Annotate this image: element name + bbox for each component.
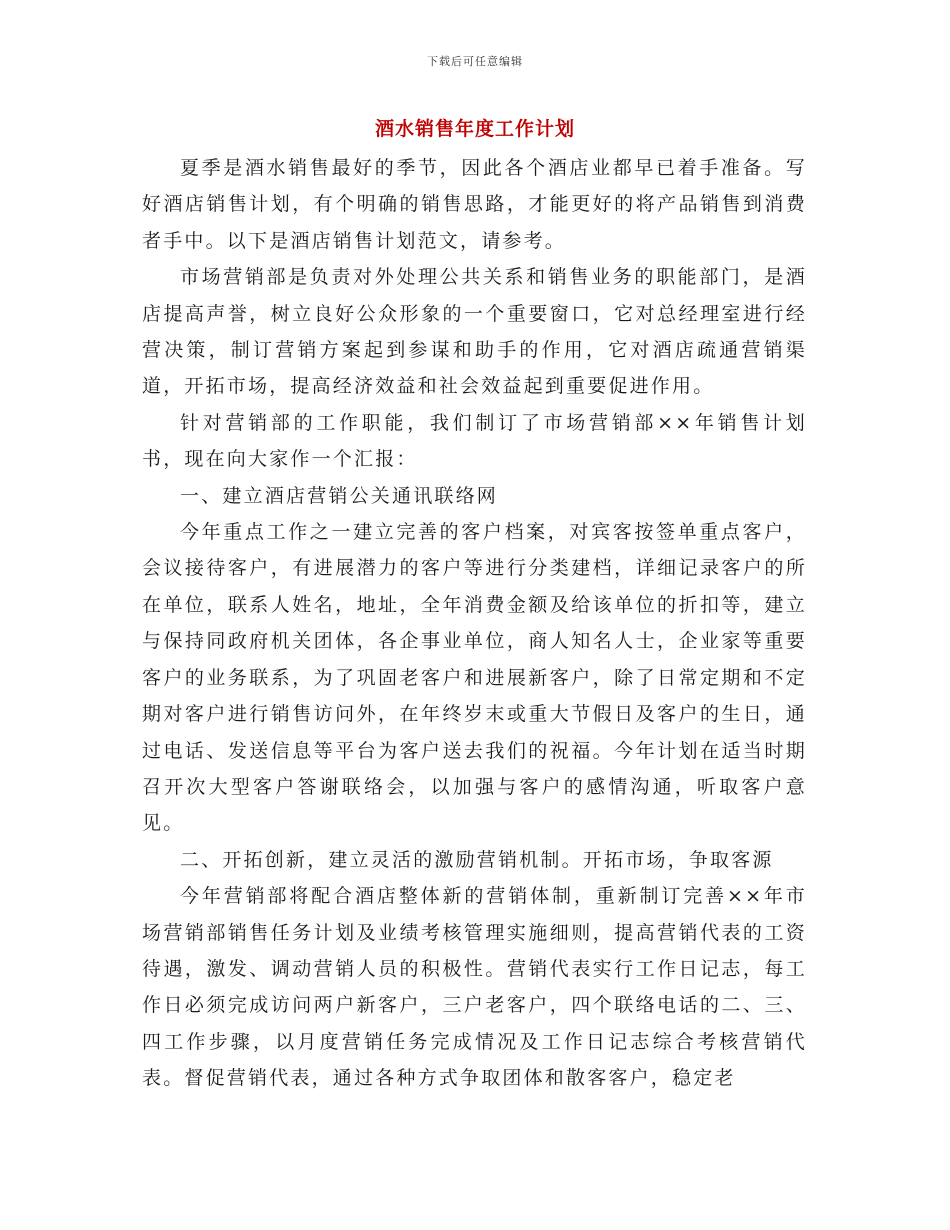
section-heading-1: 一、建立酒店营销公关通讯联络网: [180, 484, 499, 507]
section-heading-2: 二、开拓创新，建立灵活的激励营销机制。开拓市场，争取客源: [180, 848, 774, 871]
paragraph-plan-intro: 针对营销部的工作职能，我们制订了市场营销部××年销售计划书，现在向大家作一个汇报：: [142, 411, 807, 471]
paragraph-department: 市场营销部是负责对外处理公共关系和销售业务的职能部门，是酒店提高声誉，树立良好公众形象的一个重要窗口，它对总经理室进行经营决策，制订营销方案起到参谋和助手的作用，它对酒店疏通营销渠道，开拓市场，提高经济效益和社会效益起到重要促进作用。: [142, 266, 807, 398]
document-title: 酒水销售年度工作计划: [374, 118, 575, 140]
paragraph-intro: 夏季是酒水销售最好的季节，因此各个酒店业都早已着手准备。写好酒店销售计划，有个明确的销售思路，才能更好的将产品销售到消费者手中。以下是酒店销售计划范文，请参考。: [142, 157, 807, 252]
paragraph-section-1: 今年重点工作之一建立完善的客户档案，对宾客按签单重点客户，会议接待客户，有进展潜力的客户等进行分类建档，详细记录客户的所在单位，联系人姓名，地址，全年消费金额及给该单位的折扣等，建立与保持同政府机关团体，各企事业单位，商人知名人士，企业家等重要客户的业务联系，为了巩固老客户和进展新客户，除了日常定期和不定期对客户进行销售访问外，在年终岁末或重大节假日及客户的生日，通过电话、发送信息等平台为客户送去我们的祝福。今年计划在适当时期召开次大型客户答谢联络会，以加强与客户的感情沟通，听取客户意见。: [142, 521, 807, 835]
header-note: 下载后可任意编辑: [427, 55, 523, 68]
paragraph-section-2: 今年营销部将配合酒店整体新的营销体制，重新制订完善××年市场营销部销售任务计划及业绩考核管理实施细则，提高营销代表的工资待遇，激发、调动营销人员的积极性。营销代表实行工作日记志，每工作日必须完成访问两户新客户，三户老客户，四个联络电话的二、三、四工作步骤，以月度营销任务完成情况及工作日记志综合考核营销代表。督促营销代表，通过各种方式争取团体和散客客户，稳定老: [142, 885, 807, 1090]
document-body: [142, 150, 807, 1097]
